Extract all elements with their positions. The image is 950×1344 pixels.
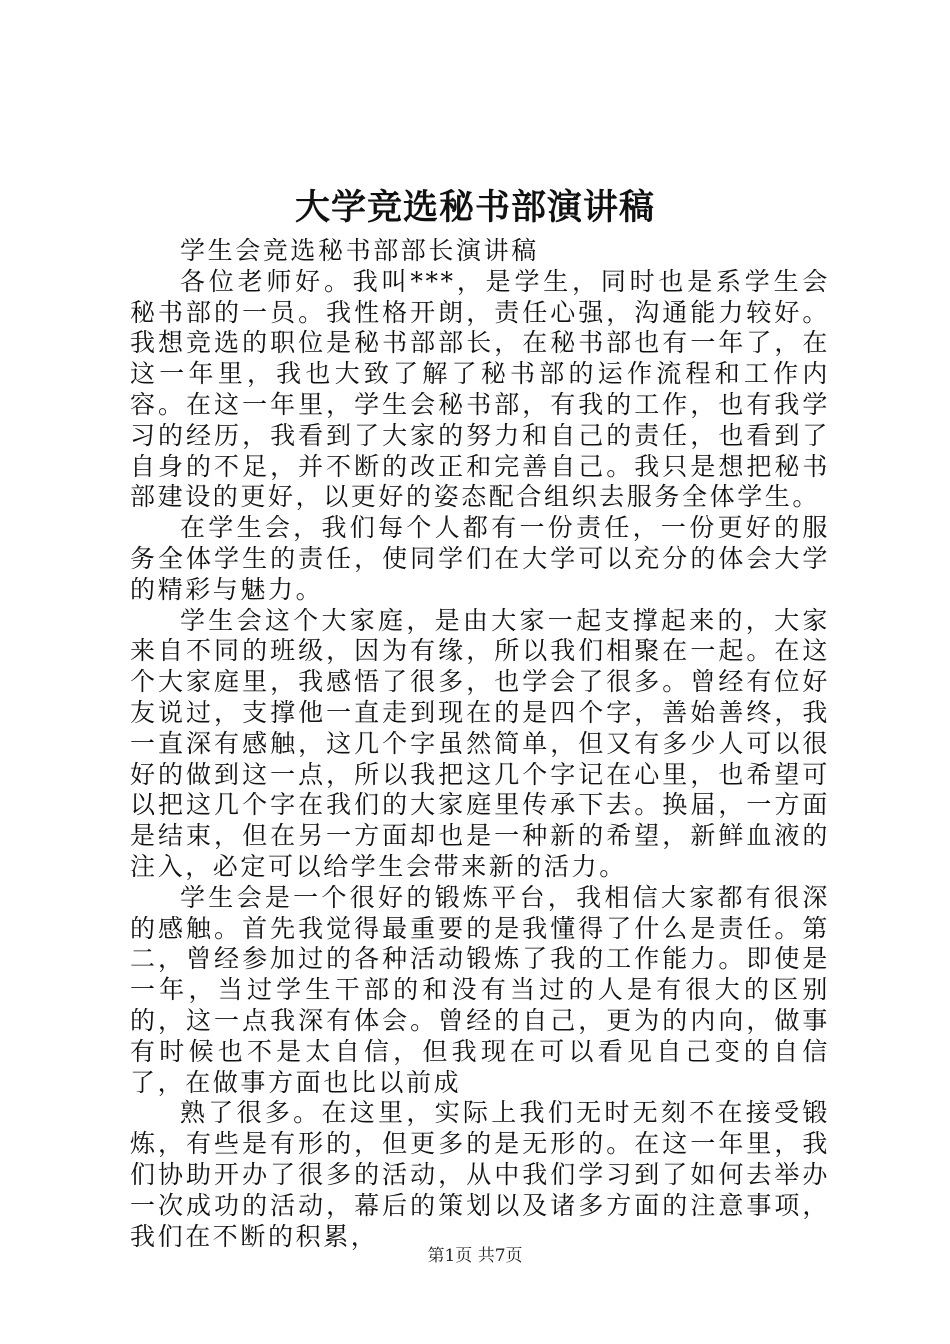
body-paragraph: 学生会这个大家庭，是由大家一起支撑起来的，大家来自不同的班级，因为有缘，所以我们相聚在一起。在这个大家庭里，我感悟了很多，也学会了很多。曾经有位好友说过，支撑他一直走到现在的是四个字，善始善终，我一直深有感触，这几个字虽然简单，但又有多少人可以很好的做到这一点，所以我把这几个字记在心里，也希望可以把这几个字在我们的大家庭里传承下去。换届，一方面是结束，但在另一方面却也是一种新的希望，新鲜血液的注入，必定可以给学生会带来新的活力。 <box>130 605 830 881</box>
body-paragraph: 在学生会，我们每个人都有一份责任，一份更好的服务全体学生的责任，使同学们在大学可以充分的体会大学的精彩与魅力。 <box>130 513 830 604</box>
document-body <box>130 236 830 1252</box>
page-footer: 第1页 共7页 <box>427 1246 523 1266</box>
subtitle-paragraph: 学生会竞选秘书部部长演讲稿 <box>180 236 539 265</box>
body-paragraph: 熟了很多。在这里，实际上我们无时无刻不在接受锻炼，有些是有形的，但更多的是无形的。在这一年里，我们协助开办了很多的活动，从中我们学习到了如何去举办一次成功的活动，幕后的策划以及诸多方面的注意事项，我们在不断的积累， <box>130 1098 830 1251</box>
body-paragraph: 学生会是一个很好的锻炼平台，我相信大家都有很深的感触。首先我觉得最重要的是我懂得了什么是责任。第二，曾经参加过的各种活动锻炼了我的工作能力。即使是一年，当过学生干部的和没有当过的人是有很大的区别的，这一点我深有体会。曾经的自己，更为的内向，做事有时候也不是太自信，但我现在可以看见自己变的自信了，在做事方面也比以前成 <box>130 882 830 1097</box>
document-title: 大学竞选秘书部演讲稿 <box>294 187 655 228</box>
body-paragraph: 各位老师好。我叫***，是学生，同时也是系学生会秘书部的一员。我性格开朗，责任心强，沟通能力较好。我想竞选的职位是秘书部部长，在秘书部也有一年了，在这一年里，我也大致了解了秘书部的运作流程和工作内容。在这一年里，学生会秘书部，有我的工作，也有我学习的经历，我看到了大家的努力和自己的责任，也看到了自身的不足，并不断的改正和完善自己。我只是想把秘书部建设的更好，以更好的姿态配合组织去服务全体学生。 <box>130 266 830 512</box>
